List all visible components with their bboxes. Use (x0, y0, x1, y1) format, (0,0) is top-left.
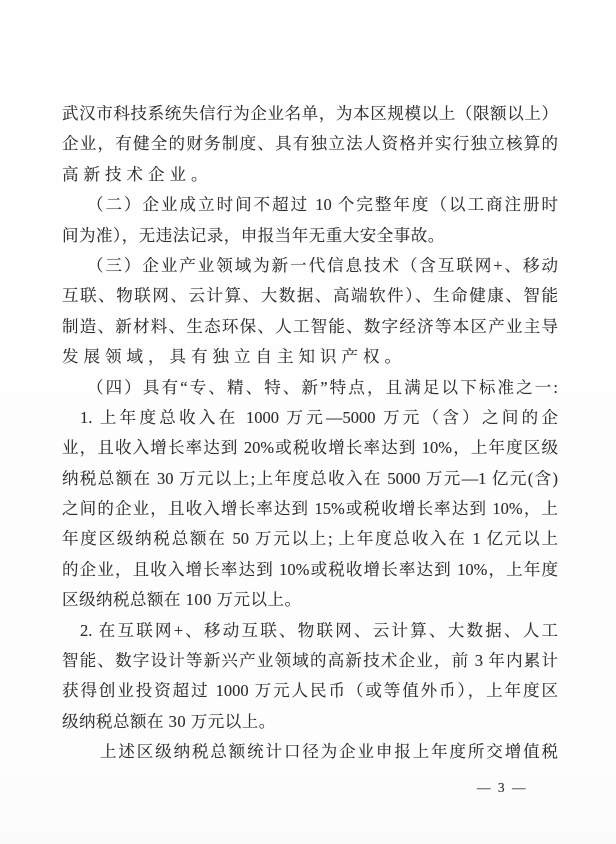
paragraph (62, 251, 558, 373)
document-text-block (62, 99, 558, 768)
text-line: （四）具有“专、精、特、新”特点，且满足以下标准之一: (87, 377, 558, 397)
text-line: 发展领域，具有独立自主知识产权。 (62, 347, 406, 367)
text-line: （二）企业成立时间不超过 10 个完整年度（以工商注册时 (87, 195, 558, 215)
text-line: 之间的企业，且收入增长率达到 15%或税收增长率达到 10%，上 (62, 499, 558, 519)
text-line: 企业，有健全的财务制度、具有独立法人资格并实行独立核算的 (62, 134, 558, 154)
page-number: — 3 — (477, 780, 528, 795)
text-line: 级纳税总额在 30 万元以上。 (62, 711, 276, 731)
text-line: 智能、数字设计等新兴产业领域的高新技术企业，前 3 年内累计 (62, 651, 558, 671)
text-line: 年度区级纳税总额在 50 万元以上; 上年度总收入在 1 亿元以上 (62, 529, 558, 549)
text-line: 互联、物联网、云计算、大数据、高端软件）、生命健康、智能 (62, 286, 558, 306)
text-line: 武汉市科技系统失信行为企业名单，为本区规模以上（限额以上） (62, 104, 558, 123)
text-line: 获得创业投资超过 1000 万元人民币（或等值外币），上年度区 (62, 681, 558, 701)
text-line: 上述区级纳税总额统计口径为企业申报上年度所交增值税 (100, 742, 558, 762)
text-line: 2. 在互联网+、移动互联、物联网、云计算、大数据、人工 (80, 620, 558, 640)
text-line: 1. 上年度总收入在 1000 万元—5000 万元（含）之间的企 (80, 407, 558, 427)
text-line: 制造、新材料、生态环保、人工智能、数字经济等本区产业主导 (62, 316, 558, 336)
text-line: 高新技术企业。 (62, 164, 213, 184)
text-line: 区级纳税总额在 100 万元以上。 (62, 590, 302, 610)
text-line: 业，且收入增长率达到 20%或税收增长率达到 10%，上年度区级 (62, 438, 558, 458)
paragraph (62, 190, 558, 251)
paragraph (62, 99, 558, 190)
text-line: （三）企业产业领域为新一代信息技术（含互联网+、移动 (87, 255, 558, 275)
text-line: 的企业，且收入增长率达到 10%或税收增长率达到 10%，上年度 (62, 559, 558, 579)
text-line: 间为准），无违法记录，申报当年无重大安全事故。 (62, 225, 445, 245)
paragraph (62, 737, 558, 767)
paragraph (62, 373, 558, 403)
paragraph (62, 403, 558, 616)
paragraph (62, 616, 558, 738)
text-line: 纳税总额在 30 万元以上;上年度总收入在 5000 万元—1 亿元(含) (62, 468, 558, 488)
